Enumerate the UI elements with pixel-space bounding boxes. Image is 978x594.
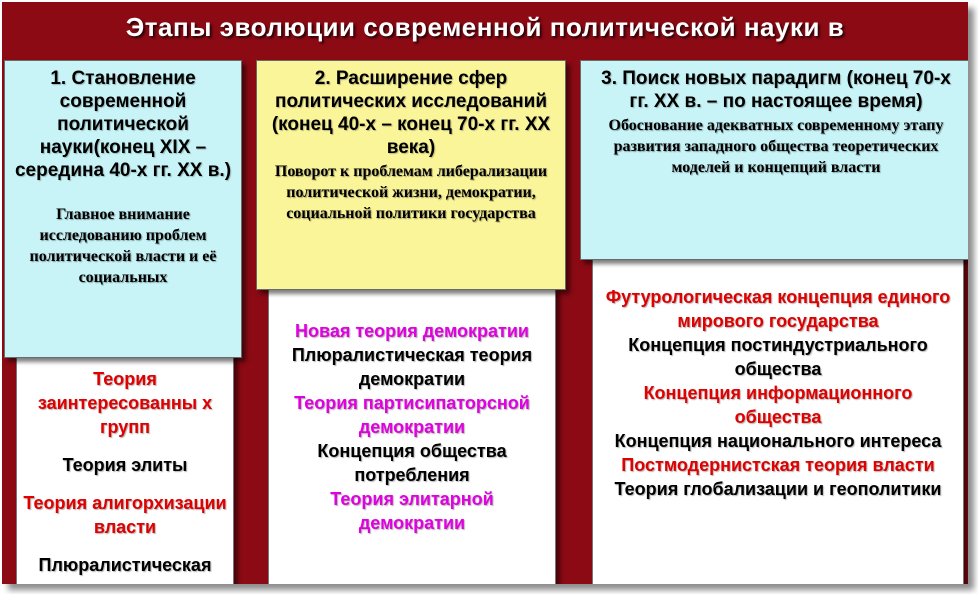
stage-3-box [580, 60, 968, 260]
stage-1-description: Главное внимание исследованию проблем политической власти и её социальных [29, 206, 217, 286]
diagram-frame [2, 2, 968, 584]
theory-pluralist: Плюралистическая [38, 555, 212, 575]
theory-consumer-society: Концепция общества потребления [317, 441, 507, 485]
theory-futurological: Футурологическая концепция единого мирового государства [605, 287, 951, 331]
stage-3-description: Обоснование адекватных современному этапу развития западного общества теоретических моделей и концепций власти [608, 117, 944, 176]
stage-3-theories [592, 252, 964, 584]
theory-information-society: Концепция информационного общества [643, 383, 913, 427]
stage-1-box [4, 60, 242, 358]
theory-participatory-democracy: Теория партисипаторсной демократии [294, 393, 530, 437]
theory-pluralist-democracy: Плюралистическая теория демократии [291, 345, 533, 389]
stage-2-heading: 2. Расширение сфер политических исследований (конец 40-х – конец 70-х гг. XX века) [271, 68, 551, 158]
diagram-title: Этапы эволюции современной политической науки в [125, 12, 845, 42]
stage-1-heading: 1. Становление современной политической науки(конец XIX – середина 40-х гг. XX в.) [14, 68, 232, 181]
theory-oligarchization: Теория алигорхизации власти [23, 493, 227, 537]
theory-postmodernist: Постмодернистская теория власти [621, 455, 935, 475]
theory-interest-groups: Теория заинтересованны х групп [37, 369, 213, 437]
theory-globalization: Теория глобализации и геополитики [614, 479, 942, 499]
theory-new-democracy: Новая теория демократии [295, 321, 529, 341]
theory-elitist-democracy: Теория элитарной демократии [330, 489, 494, 533]
stage-2-description: Поворот к проблемам либерализации политической жизни, демократии, социальной политики государства [274, 163, 548, 222]
stage-2-theories [268, 288, 556, 584]
stage-3-heading: 3. Поиск новых парадигм (конец 70-х гг. XX в. – по настоящее время) [601, 68, 951, 112]
stage-1-theories [16, 342, 234, 584]
theory-national-interest: Концепция национального интереса [614, 431, 942, 451]
theory-elite: Теория элиты [62, 455, 188, 475]
theory-postindustrial: Концепция постиндустриального общества [628, 335, 928, 379]
stage-2-box [256, 60, 566, 290]
